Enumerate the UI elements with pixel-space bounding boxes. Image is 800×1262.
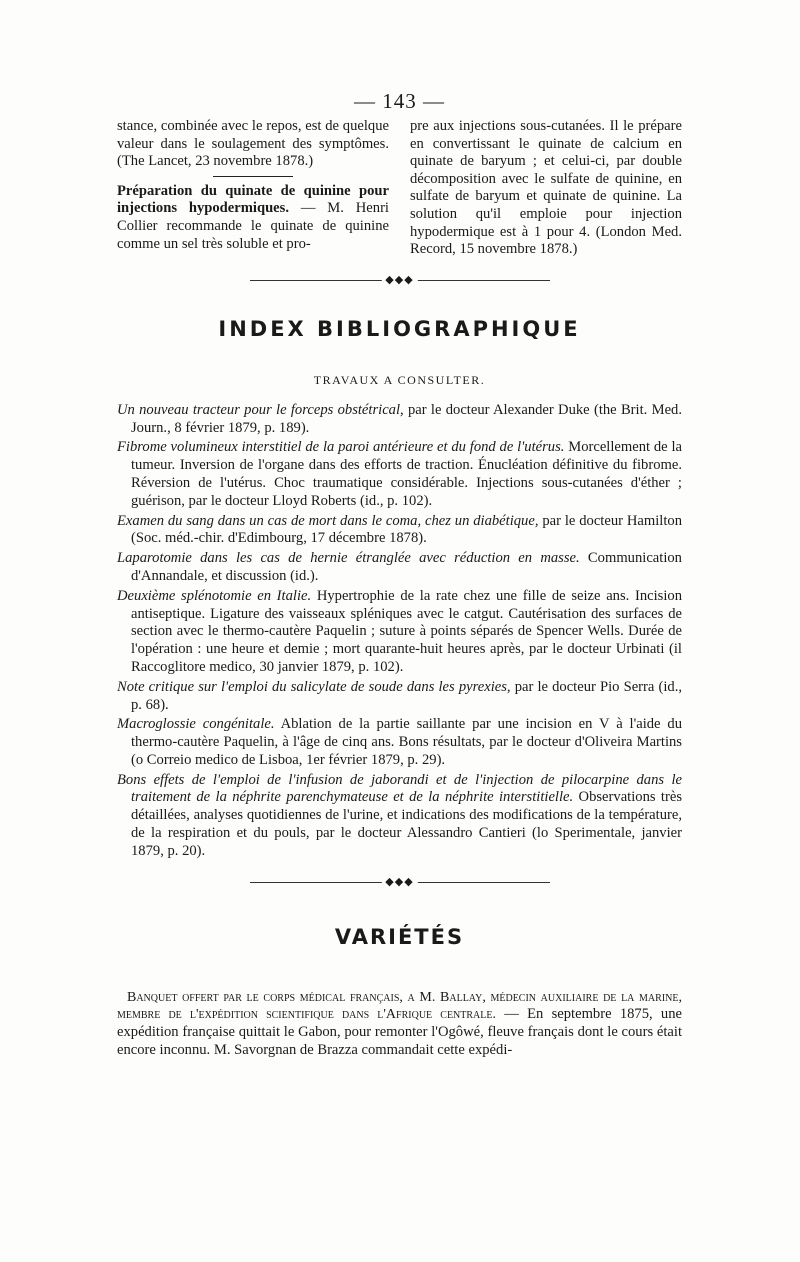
varietes-text: — En septembre 1875, une expédition française quittait le Gabon, pour remonter l'Ogôwé, fleuve français dont le cours était encore inconnu. M. Savorgnan de Brazza commandait cette expédi- xyxy=(117,1006,682,1059)
bibliography-entry: Fibrome volumineux interstitiel de la paroi antérieure et du fond de l'utérus. Morcellement de la tumeur. Inversion de l'organe dans des efforts de traction. Énucléation définitive du fibrome. Réversion de l'utérus. Choc traumatique considérable. Injections sous-cutanées d'éther ; guérison, par le docteur Lloyd Roberts (id., p. 102). xyxy=(117,439,682,509)
bibliography-list xyxy=(117,402,682,861)
ornament-divider xyxy=(250,273,550,289)
bibliography-entry: Laparotomie dans les cas de hernie étranglée avec réduction en masse. Communication d'Annandale, et discussion (id.). xyxy=(117,550,682,584)
left-column xyxy=(117,118,389,259)
bibliography-entry: Bons effets de l'emploi de l'infusion de jaborandi et de l'injection de pilocarpine dans le traitement de la néphrite parenchymateuse et de la néphrite interstitielle. Observations très détaillées, analyses quotidiennes de l'urine, et indications des modifications de la température, de la respiration et du pouls, par le docteur Alessandro Cantieri (lo Sperimentale, janvier 1879, p. 20). xyxy=(117,771,683,859)
varietes-title: VARIÉTÉS xyxy=(334,924,465,949)
left-paragraph-2 xyxy=(117,183,389,253)
bibliography-entry: Un nouveau tracteur pour le forceps obstétrical, par le docteur Alexander Duke (the Brit. Med. Journ., 8 février 1879, p. 189). xyxy=(117,401,682,436)
bibliography-entry: Deuxième splénotomie en Italie. Hypertrophie de la rate chez une fille de seize ans. Incision antiseptique. Ligature des vaisseaux spléniques avec le catgut. Cautérisation des surfaces de section avec le thermo-cautère Paquelin ; suture à points séparés de Spencer Wells. Durée de l'opération : une heure et demie ; mort quarante-huit heures après, par le docteur Urbinati (il Raccoglitore medico, 30 janvier 1879, p. 102). xyxy=(117,587,682,675)
ornament-icon-2: ◆◆◆ xyxy=(381,875,417,888)
right-paragraph-1: pre aux injections sous-cutanées. Il le prépare en convertissant le quinate de calcium en quinate de baryum ; et celui-ci, par double décomposition avec le sulfate de quinine, en sulfate de baryum et quinate de quinine. La solution qu'il emploie pour injection hypodermique est à 1 pour 4. (London Med. Record, 15 novembre 1878.) xyxy=(410,118,682,258)
varietes-lead: Banquet offert par le corps médical français, a M. Ballay, médecin auxiliaire de la marine, membre de l'expédition scientifique dans l'Afrique centrale. xyxy=(117,989,682,1023)
varietes-paragraph xyxy=(117,989,682,1060)
page xyxy=(117,88,682,1074)
ornament-divider-2 xyxy=(250,875,550,891)
bibliography-entry: Note critique sur l'emploi du salicylate de soude dans les pyrexies, par le docteur Pio Serra (id., p. 68). xyxy=(117,678,682,713)
page-number: — 143 — xyxy=(354,89,445,113)
article-text: — M. Henri Collier recommande le quinate de quinine comme un sel très soluble et pro- xyxy=(117,200,389,252)
left-paragraph-1: stance, combinée avec le repos, est de quelque valeur dans le soulagement des symptômes. (The Lancet, 23 novembre 1878.) xyxy=(117,118,389,170)
bibliography-entry: Examen du sang dans un cas de mort dans le coma, chez un diabétique, par le docteur Hamilton (Soc. méd.-chir. d'Edimbourg, 17 décembre 1878). xyxy=(117,512,682,547)
bibliography-entry: Macroglossie congénitale. Ablation de la partie saillante par une incision en V à l'aide du thermo-cautère Paquelin, à l'âge de cinq ans. Bons résultats, par le docteur d'Oliveira Martins (o Correio medico de Lisboa, 1er février 1879, p. 29). xyxy=(117,716,682,768)
right-column xyxy=(410,118,682,259)
index-title: INDEX BIBLIOGRAPHIQUE xyxy=(218,316,581,341)
two-column-block xyxy=(117,118,682,259)
ornament-icon: ◆◆◆ xyxy=(381,273,417,286)
article-heading: Préparation du quinate de quinine pour injections hypodermiques. xyxy=(117,182,389,217)
separator-rule xyxy=(213,176,293,177)
index-subtitle: TRAVAUX A CONSULTER. xyxy=(313,372,486,387)
